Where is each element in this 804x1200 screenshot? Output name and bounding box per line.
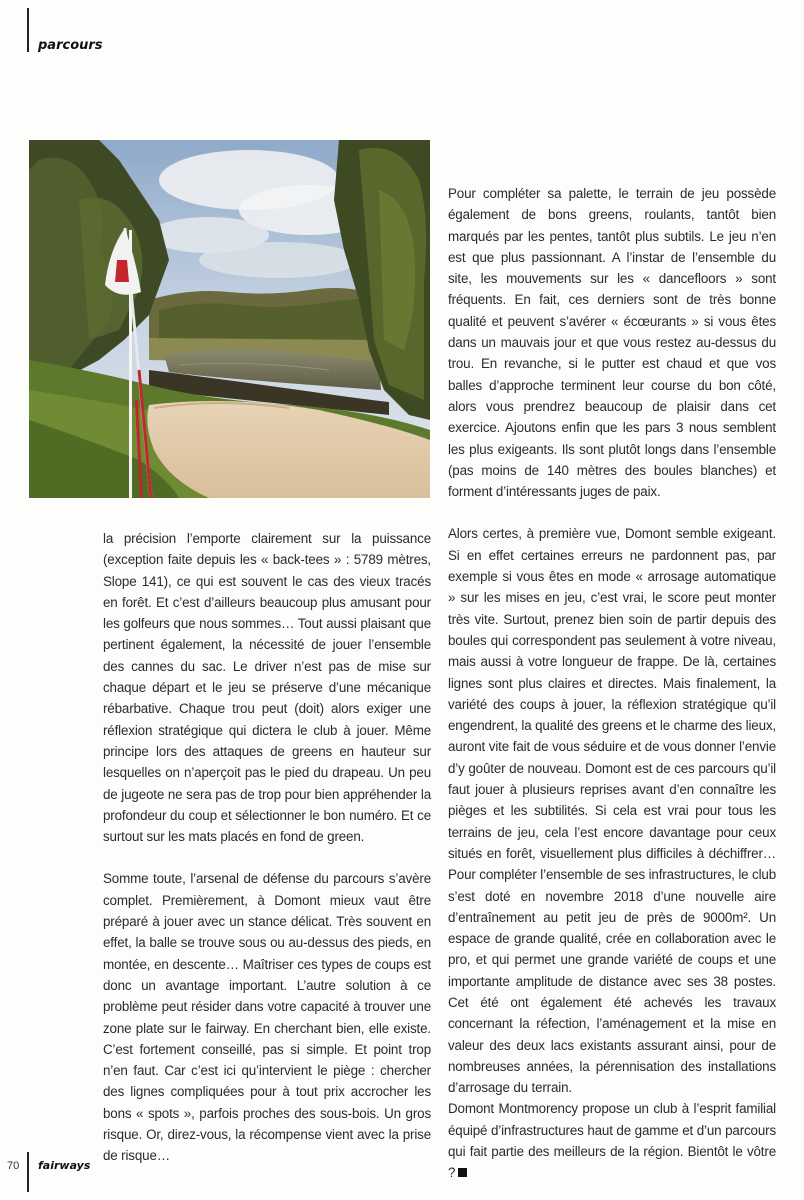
- end-mark-icon: [458, 1168, 467, 1177]
- right-text-column: [448, 183, 776, 1200]
- right-paragraph-2: Alors certes, à première vue, Domont semble exigeant. Si en effet certaines erreurs ne pardonnent pas, par exemple si vous êtes en mode « arrosage automatique » sur les mises en jeu, c’est vrai, le score peut monter très vite. Surtout, prenez bien soin de partir depuis des boules qui correspondent pas seulement à votre niveau, mais aussi à votre longueur de frappe. De là, certaines lignes sont plus claires et directes. Mais finalement, la variété des coups à jouer, la réflexion stratégique qu’il engendrent, la qualité des greens et le charme des lieux, auront vite fait de vous séduire et de vous donner l’envie d’y goûter de nouveau. Domont est de ces parcours qu’il faut jouer à plusieurs reprises avant d’en connaître les pièges et les subtilités. Si cela est vrai pour tous les terrains de jeu, cela l’est encore davantage pour ceux situés en forêt, visuellement plus difficiles à déchiffrer… Pour compléter l’ensemble de ses infrastructures, le club s’est doté en novembre 2018 d’une nouvelle aire d’entraînement au petit jeu de près de 9000m². Un espace de grande qualité, crée en collaboration avec le pro, et qui permet une grande variété de coups et une importante amplitude de distance avec ses 38 postes. Cet été ont également été achevés les travaux concernant la réfection, l’aménagement et la mise en valeur des deux lacs existants assurant ainsi, pour de nombreuses années, la pérennisation des installations d’arrosage du terrain.: [448, 526, 776, 1096]
- left-text-column: [103, 528, 431, 1188]
- closing-sentence: Domont Montmorency propose un club à l’esprit familial équipé d’infrastructures haut de gamme et d’un parcours qui fait partie des meilleurs de la région. Bientôt le vôtre ?: [448, 1101, 776, 1181]
- magazine-brand: fairways: [38, 1159, 91, 1172]
- right-paragraph-3: [448, 1098, 776, 1183]
- right-paragraph-1: Pour compléter sa palette, le terrain de jeu possède également de bons greens, roulants, tantôt bien marqués par les pentes, tantôt plus subtils. Le jeu n’en est que plus passionnant. A l’instar de l’ensemble du site, les mouvements sur les « dancefloors » sont fréquents. En fait, ces derniers sont de très bonne qualité et peuvent s’avérer « écœurants » si vous êtes dans un mauvais jour et que vous restez au-dessus du trou. En revanche, si le putter est chaud et que vos balles d’approche terminent leur course du bon côté, alors vous prendrez beaucoup de plaisir dans cet exercice. Ajoutons enfin que les pars 3 nous semblent les plus exigeants. Ils sont plutôt longs dans l’ensemble (pas moins de 140 mètres des boules blanches) et forment d’intéressants juges de paix.: [448, 186, 776, 500]
- golf-course-illustration: [29, 140, 430, 498]
- golf-course-photo: [29, 140, 430, 498]
- left-paragraph-2: Somme toute, l’arsenal de défense du parcours s’avère complet. Premièrement, à Domont mieux vaut être préparé à jouer avec un stance délicat. Très souvent en effet, la balle se trouve sous ou au-dessus des pieds, en montée, en descente… Maîtriser ces types de coups est donc un avantage important. L’autre solution à ce problème peut résider dans votre capacité à trouver une zone plate sur le fairway. En cherchant bien, elle existe. C’est fortement conseillé, pas si simple. Et point trop n’en faut. Car c’est ici qu’intervient le piège : chercher des lignes compliquées pour à tout prix accrocher les bons « spots », parfois proches des sous-bois. Un gros risque. Or, direz-vous, la récompense vient avec la prise de risque…: [103, 871, 431, 1164]
- section-label: parcours: [38, 38, 103, 53]
- header-rule: [27, 8, 29, 52]
- page-number: 70: [7, 1160, 20, 1172]
- left-paragraph-1: la précision l’emporte clairement sur la puissance (exception faite depuis les « back-tees » : 5789 mètres, Slope 141), ce qui est souvent le cas des vieux tracés en forêt. Et c’est d’ailleurs beaucoup plus amusant pour les golfeurs que nous sommes… Tout aussi plaisant que pertinent également, la nécessité de jouer l’ensemble des cannes du sac. Le driver n’est pas de mise sur chaque départ et le jeu se préserve d’une mécanique rébarbative. Chaque trou peut (doit) alors exiger une réflexion stratégique qui dictera le club à jouer. Même principe lors des attaques de greens en hauteur sur lesquelles on n’aperçoit pas le pied du drapeau. Un peu de jugeote ne sera pas de trop pour bien appréhender la profondeur du coup et sélectionner le bon numéro. Et ce surtout sur les mats placés en fond de green.: [103, 531, 431, 845]
- footer-rule: [27, 1152, 29, 1192]
